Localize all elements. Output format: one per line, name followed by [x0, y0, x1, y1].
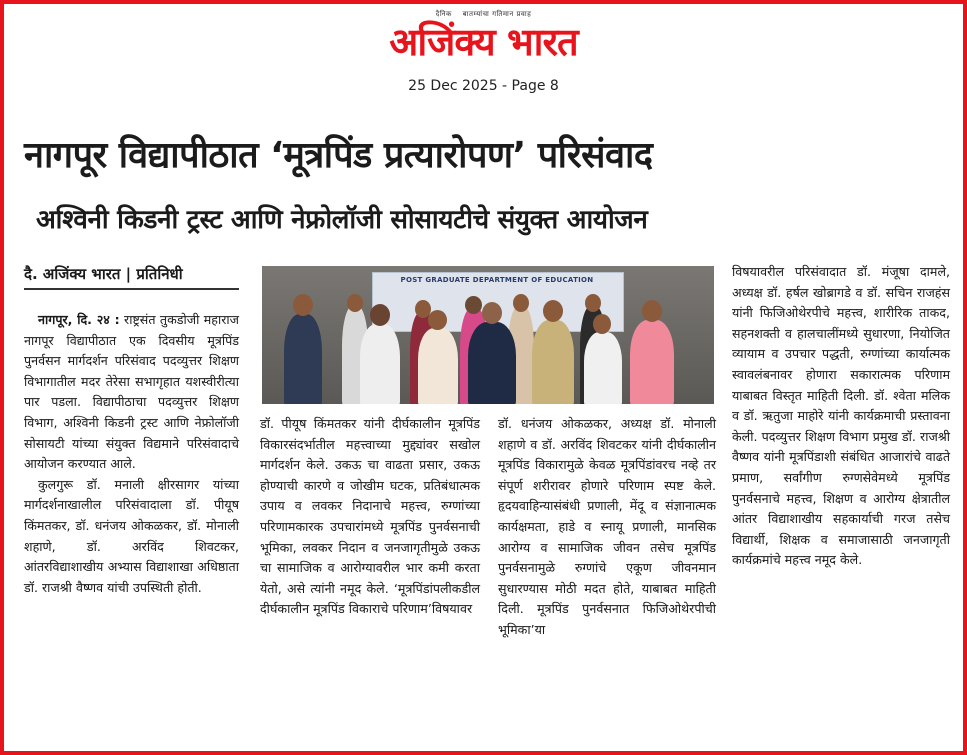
- paragraph-text: कुलगुरू डॉ. मनाली क्षीरसागर यांच्या मार्गदर्शनाखालील परिसंवादाला डॉ. पीयूष किंमतकर, डॉ. धनंजय ओकळकर, डॉ. मोनाली शहाणे, डॉ. अरविंद शिवटकर, आंतरविद्याशाखीय अभ्यास विद्याशाखा अधिष्ठाता डॉ. राजश्री वैष्णव यांची उपस्थिती होती.: [24, 476, 239, 595]
- masthead-prefix: दैनिक: [435, 10, 452, 18]
- photo-banner-text: POST GRADUATE DEPARTMENT OF EDUCATION: [400, 276, 594, 284]
- article-column-2: [260, 414, 480, 620]
- date-page-label: 25 Dec 2025 - Page 8: [408, 78, 559, 94]
- article-byline: दै. अजिंक्य भारत | प्रतिनिधी: [24, 262, 239, 290]
- event-photo: [262, 266, 714, 404]
- article-column-3: [498, 414, 716, 641]
- paragraph: विषयावरील परिसंवादात डॉ. मंजूषा दामले, अध्यक्ष डॉ. हर्षल खोब्रागडे व डॉ. सचिन राजहंस यांनी फिजिओथेरपीचे महत्त्व, शारीरिक ताकद, सहनशक्ती व हालचालींमध्ये सुधारणा, नियोजित व्यायाम व उपचार पद्धती, रुग्णांच्या कार्यात्मक स्वावलंबनावर होणारा सकारात्मक परिणाम याबाबत विस्तृत माहिती दिली. डॉ. श्वेता मलिक व डॉ. ऋतुजा माहोरे यांनी कार्यक्रमाची प्रस्तावना केली. पदव्युत्तर शिक्षण विभाग प्रमुख डॉ. राजश्री वैष्णव यांनी मूत्रपिंडाशी संबंधित आजारांचे वाढते प्रमाण, सर्वांगीण रुग्णसेवेमध्ये मूत्रपिंड पुनर्वसनाचे महत्त्व, शिक्षण व आरोग्य क्षेत्रातील आंतर विद्याशाखीय सहकार्याची गरज तसेच विद्यार्थी, शिक्षक व समाजासाठी जनजागृती कार्यक्रमांचे महत्त्व नमूद केले.: [732, 264, 950, 568]
- article-column-1: [24, 310, 239, 598]
- masthead-slogan: बातम्यांचा गतिमान प्रवाह: [462, 10, 532, 18]
- paragraph: [24, 475, 239, 599]
- paragraph-text: राष्ट्रसंत तुकडोजी महाराज नागपूर विद्यापीठात एक दिवसीय मूत्रपिंड पुनर्वसन मार्गदर्शन परिसंवाद पदव्युत्तर शिक्षण विभागातील मदर तेरेसा सभागृहात यशस्वीरीत्या पार पडला. विद्यापीठाचा पदव्युत्तर शिक्षण विभाग, अश्विनी किडनी ट्रस्ट आणि नेफ्रोलॉजी सोसायटी यांच्या संयुक्त विद्यमाने परिसंवादाचे आयोजन करण्यात आले.: [24, 312, 239, 472]
- masthead-logo: अजिंक्य भारत: [389, 20, 578, 64]
- article-column-4: [732, 262, 950, 571]
- article-headline: नागपूर विद्यापीठात ‘मूत्रपिंड प्रत्यारोपण’ परिसंवाद: [24, 135, 653, 176]
- dateline-lead: नागपूर, दि. २४ :: [38, 312, 120, 327]
- paragraph: [24, 310, 239, 475]
- paragraph: डॉ. धनंजय ओकळकर, अध्यक्ष डॉ. मोनाली शहाणे व डॉ. अरविंद शिवटकर यांनी दीर्घकालीन मूत्रपिंड विकारामुळे केवळ मूत्रपिंडांवरच नव्हे तर संपूर्ण शरीरावर होणारे परिणाम स्पष्ट केले. हृदयवाहिन्यासंबंधी प्रणाली, मेंदू व संज्ञानात्मक कार्यक्षमता, हाडे व स्नायू प्रणाली, मानसिक आरोग्य व सामाजिक जीवन तसेच मूत्रपिंड पुनर्वसनामुळे रुग्णांचे एकूण जीवनमान सुधारण्यास मोठी मदत होते, याबाबत माहिती दिली. मूत्रपिंड पुनर्वसनात फिजिओथेरपीची भूमिका’या: [498, 416, 716, 637]
- article-subheadline: अश्विनी किडनी ट्रस्ट आणि नेफ्रोलॉजी सोसायटीचे संयुक्त आयोजन: [36, 205, 648, 235]
- paragraph: डॉ. पीयूष किंमतकर यांनी दीर्घकालीन मूत्रपिंड विकारसंदर्भातील महत्त्वाच्या मुद्द्यांवर सखोल मार्गदर्शन केले. उकऊ चा वाढता प्रसार, उकऊ होण्याची कारणे व जोखीम घटक, प्रतिबंधात्मक उपाय व लवकर निदानाचे महत्त्व, रुग्णांच्या परिणामकारक उपचारांमध्ये मूत्रपिंड पुनर्वसनाची भूमिका, लवकर निदान व जनजागृतीमुळे उकऊ चा सामाजिक व आरोग्यावरील भार कमी करता येतो, असे त्यांनी नमूद केले. ‘मूत्रपिंडांपलीकडील दीर्घकालीन मूत्रपिंड विकाराचे परिणाम’विषयावर: [260, 416, 480, 617]
- masthead-tagline: [4, 10, 963, 19]
